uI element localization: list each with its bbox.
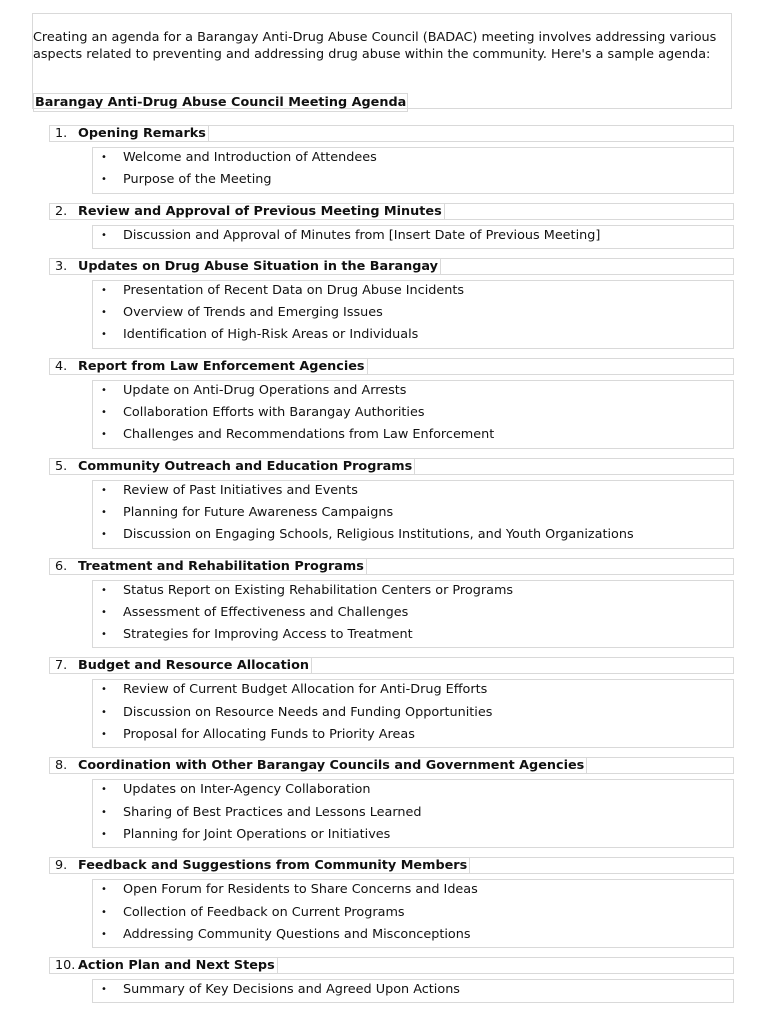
section-items [92,225,734,249]
list-item [93,226,733,248]
list-item [93,503,733,525]
agenda-list [49,125,734,1012]
section-number: 7. [55,658,68,674]
bullet-icon: • [101,529,107,541]
agenda-section [49,657,734,748]
list-item-text: Open Forum for Residents to Share Concerns and Ideas [123,882,478,898]
list-item [93,303,733,325]
section-number: 5. [55,458,68,474]
bullet-icon: • [101,152,107,163]
list-item [93,481,733,503]
section-title: Feedback and Suggestions from Community Members [78,857,470,874]
list-item [93,625,733,647]
list-item-text: Planning for Joint Operations or Initiatives [123,826,391,842]
section-heading [49,957,734,974]
list-item-text: Strategies for Improving Access to Treatment [123,627,413,643]
section-items [92,147,734,194]
section-heading [49,857,734,874]
section-heading [49,125,734,142]
agenda-section [49,558,734,649]
list-item [93,525,733,547]
list-item-text: Discussion and Approval of Minutes from [Insert Date of Previous Meeting] [123,227,601,243]
section-heading [49,757,734,774]
list-item [93,780,733,802]
bullet-icon: • [101,484,107,496]
agenda-section [49,458,734,549]
list-item-text: Overview of Trends and Emerging Issues [123,305,383,321]
list-item [93,170,733,192]
bullet-icon: • [101,384,107,396]
section-heading [49,258,734,275]
section-title: Budget and Resource Allocation [78,657,312,674]
bullet-icon: • [101,307,107,319]
list-item-text: Welcome and Introduction of Attendees [123,150,377,165]
agenda-section [49,258,734,349]
list-item [93,803,733,825]
bullet-icon: • [101,584,107,596]
list-item-text: Addressing Community Questions and Misconceptions [123,926,471,942]
list-item-text: Purpose of the Meeting [123,172,272,188]
section-title: Updates on Drug Abuse Situation in the Barangay [78,258,441,275]
bullet-icon: • [101,806,107,818]
section-number: 8. [55,758,68,774]
bullet-icon: • [101,407,107,419]
bullet-icon: • [101,706,107,718]
list-item [93,725,733,747]
list-item-text: Discussion on Resource Needs and Funding Opportunities [123,704,493,720]
list-item [93,325,733,347]
section-number: 1. [55,126,68,141]
section-title: Opening Remarks [78,125,209,142]
list-item [93,825,733,847]
section-items [92,979,734,1003]
bullet-icon: • [101,284,107,296]
list-item [93,381,733,403]
list-item [93,703,733,725]
list-item-text: Proposal for Allocating Funds to Priority Areas [123,727,415,743]
section-items [92,679,734,748]
bullet-icon: • [101,506,107,518]
section-items [92,280,734,349]
section-title: Treatment and Rehabilitation Programs [78,558,367,575]
list-item [93,403,733,425]
section-title: Action Plan and Next Steps [78,957,278,974]
bullet-icon: • [101,174,107,186]
list-item-text: Review of Current Budget Allocation for Anti-Drug Efforts [123,682,488,698]
agenda-section [49,957,734,1003]
bullet-icon: • [101,629,107,641]
list-item-text: Update on Anti-Drug Operations and Arrests [123,382,407,398]
bullet-icon: • [101,429,107,441]
section-heading [49,657,734,674]
agenda-section [49,203,734,249]
list-item-text: Presentation of Recent Data on Drug Abuse Incidents [123,282,465,298]
section-items [92,779,734,848]
list-item [93,903,733,925]
section-number: 3. [55,258,68,274]
list-item-text: Discussion on Engaging Schools, Religious Institutions, and Youth Organizations [123,527,634,543]
list-item [93,925,733,947]
list-item [93,880,733,902]
list-item-text: Summary of Key Decisions and Agreed Upon Actions [123,982,460,998]
list-item [93,281,733,303]
section-heading [49,558,734,575]
list-item-text: Collection of Feedback on Current Programs [123,904,405,920]
document-title: Barangay Anti-Drug Abuse Council Meeting Agenda [35,95,407,110]
list-item-text: Updates on Inter-Agency Collaboration [123,782,371,798]
list-item [93,980,733,1002]
bullet-icon: • [101,606,107,618]
list-item-text: Collaboration Efforts with Barangay Authorities [123,405,425,421]
section-number: 2. [55,203,68,219]
list-item-text: Planning for Future Awareness Campaigns [123,504,394,520]
bullet-icon: • [101,329,107,341]
list-item [93,148,733,170]
list-item-text: Review of Past Initiatives and Events [123,482,358,498]
bullet-icon: • [101,684,107,696]
list-item-text: Assessment of Effectiveness and Challenges [123,604,409,620]
agenda-section [49,125,734,194]
section-number: 10. [55,958,76,974]
section-items [92,879,734,948]
agenda-section [49,857,734,948]
section-heading [49,458,734,475]
section-items [92,480,734,549]
bullet-icon: • [101,828,107,840]
bullet-icon: • [101,928,107,940]
agenda-section [49,757,734,848]
section-items [92,580,734,649]
bullet-icon: • [101,906,107,918]
section-title: Coordination with Other Barangay Councils and Government Agencies [78,757,587,774]
list-item [93,425,733,447]
section-title: Review and Approval of Previous Meeting Minutes [78,203,445,220]
intro-paragraph: Creating an agenda for a Barangay Anti-Drug Abuse Council (BADAC) meeting involves addressing various aspects related to preventing and addressing drug abuse within the community. Here's a sample agenda: [33,30,717,62]
bullet-icon: • [101,784,107,796]
section-number: 4. [55,358,68,374]
bullet-icon: • [101,884,107,896]
list-item [93,603,733,625]
list-item [93,581,733,603]
bullet-icon: • [101,729,107,741]
list-item-text: Status Report on Existing Rehabilitation Centers or Programs [123,582,514,598]
list-item-text: Sharing of Best Practices and Lessons Learned [123,804,422,820]
bullet-icon: • [101,229,107,241]
list-item-text: Identification of High-Risk Areas or Individuals [123,327,419,343]
section-number: 9. [55,858,68,874]
section-heading [49,358,734,375]
section-title: Community Outreach and Education Programs [78,458,415,475]
agenda-section [49,358,734,449]
bullet-icon: • [101,984,107,996]
section-number: 6. [55,558,68,574]
list-item-text: Challenges and Recommendations from Law Enforcement [123,427,495,443]
list-item [93,680,733,702]
section-items [92,380,734,449]
section-title: Report from Law Enforcement Agencies [78,358,368,375]
section-heading [49,203,734,220]
